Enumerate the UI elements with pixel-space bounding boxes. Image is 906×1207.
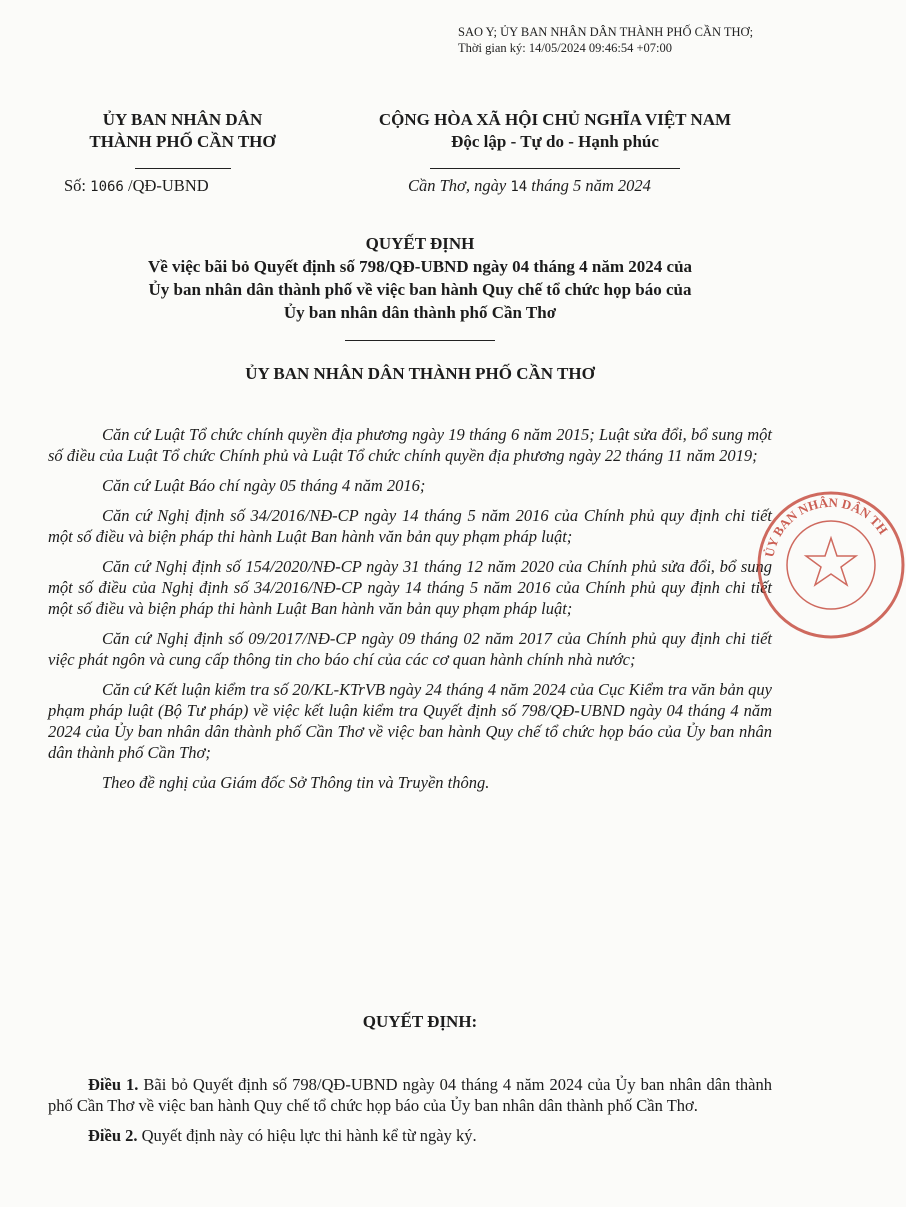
title-line2: Ủy ban nhân dân thành phố về việc ban hành Quy chế tổ chức họp báo của — [148, 280, 692, 299]
agency-line1: ỦY BAN NHÂN DÂN — [102, 110, 263, 129]
agency-underline — [135, 168, 231, 169]
basis-paragraph: Căn cứ Kết luận kiểm tra số 20/KL-KTrVB ngày 24 tháng 4 năm 2024 của Cục Kiểm tra văn bản quy phạm pháp luật (Bộ Tư pháp) về việc kết luận kiểm tra Quyết định số 798/QĐ-UBND ngày 04 tháng 4 năm 2024 của Ủy ban nhân dân thành phố Cần Thơ về việc ban hành Quy chế tổ chức họp báo của Ủy ban nhân dân thành phố Cần Thơ; — [48, 680, 772, 762]
title-line3: Ủy ban nhân dân thành phố Cần Thơ — [283, 303, 557, 322]
doc-number-prefix: Số: — [64, 176, 91, 195]
title-underline — [345, 340, 495, 341]
article-text: Quyết định này có hiệu lực thi hành kể từ ngày ký. — [137, 1126, 477, 1145]
decision-heading: QUYẾT ĐỊNH: — [362, 1012, 478, 1031]
title-line1: Về việc bãi bỏ Quyết định số 798/QĐ-UBND ngày 04 tháng 4 năm 2024 của — [147, 257, 693, 276]
legal-basis — [48, 424, 772, 802]
basis-paragraph: Căn cứ Nghị định số 34/2016/NĐ-CP ngày 14 tháng 5 năm 2016 của Chính phủ quy định chi tiết một số điều và biện pháp thi hành Luật Ban hành văn bản quy phạm pháp luật; — [48, 506, 772, 546]
issuing-agency-header — [40, 109, 325, 175]
basis-paragraph: Căn cứ Luật Báo chí ngày 05 tháng 4 năm 2016; — [102, 476, 426, 495]
date-suffix: tháng 5 năm 2024 — [527, 176, 651, 195]
date-prefix: Cần Thơ, ngày — [408, 176, 511, 195]
article-paragraph — [48, 1074, 772, 1116]
motto: Độc lập - Tự do - Hạnh phúc — [451, 132, 659, 151]
date-day: 14 — [510, 179, 528, 195]
basis-paragraph: Theo đề nghị của Giám đốc Sở Thông tin và Truyền thông. — [102, 773, 490, 792]
article-label: Điều 2. — [88, 1126, 138, 1145]
copy-stamp-line2: Thời gian ký: 14/05/2024 09:46:54 +07:00 — [458, 41, 673, 55]
doc-number-suffix: /QĐ-UBND — [123, 176, 209, 195]
article-label: Điều 1. — [88, 1075, 139, 1094]
doc-number-value: 1066 — [90, 179, 124, 195]
article-paragraph — [48, 1125, 772, 1146]
agency-line2: THÀNH PHỐ CẦN THƠ — [89, 132, 276, 151]
national-motto-header — [325, 109, 785, 175]
official-seal-icon — [756, 490, 906, 640]
basis-paragraph: Căn cứ Nghị định số 154/2020/NĐ-CP ngày 31 tháng 12 năm 2020 của Chính phủ sửa đổi, bổ sung một số điều của Nghị định số 34/2016/NĐ-CP ngày 14 tháng 5 năm 2016 của Chính phủ quy định chi tiết một số điều và biện pháp thi hành Luật Ban hành văn bản quy phạm pháp luật; — [48, 557, 772, 618]
basis-paragraph: Căn cứ Luật Tổ chức chính quyền địa phương ngày 19 tháng 6 năm 2015; Luật sửa đổi, bổ sung một số điều của Luật Tổ chức Chính phủ và Luật Tổ chức chính quyền địa phương ngày 22 tháng 11 năm 2019; — [48, 425, 772, 465]
copy-stamp-line1: SAO Y; ỦY BAN NHÂN DÂN THÀNH PHỐ CẦN THƠ; — [458, 25, 754, 39]
article-text: Bãi bỏ Quyết định số 798/QĐ-UBND ngày 04 tháng 4 năm 2024 của Ủy ban nhân dân thành phố Cần Thơ về việc ban hành Quy chế tổ chức họp báo của Ủy ban nhân dân thành phố Cần Thơ. — [48, 1075, 772, 1115]
nation-name: CỘNG HÒA XÃ HỘI CHỦ NGHĨA VIỆT NAM — [378, 110, 732, 129]
digital-copy-stamp — [458, 24, 753, 56]
issuer-heading: ỦY BAN NHÂN DÂN THÀNH PHỐ CẦN THƠ — [245, 364, 595, 383]
title-heading: QUYẾT ĐỊNH — [365, 234, 475, 253]
document-title — [40, 232, 800, 347]
motto-underline — [430, 168, 680, 169]
decision-articles — [48, 1074, 772, 1155]
seal-text: ỦY BAN NHÂN DÂN TH — [761, 494, 891, 559]
document-number — [64, 176, 209, 196]
document-date — [408, 176, 651, 196]
basis-paragraph: Căn cứ Nghị định số 09/2017/NĐ-CP ngày 09 tháng 02 năm 2017 của Chính phủ quy định chi tiết việc phát ngôn và cung cấp thông tin cho báo chí của các cơ quan hành chính nhà nước; — [48, 629, 772, 669]
